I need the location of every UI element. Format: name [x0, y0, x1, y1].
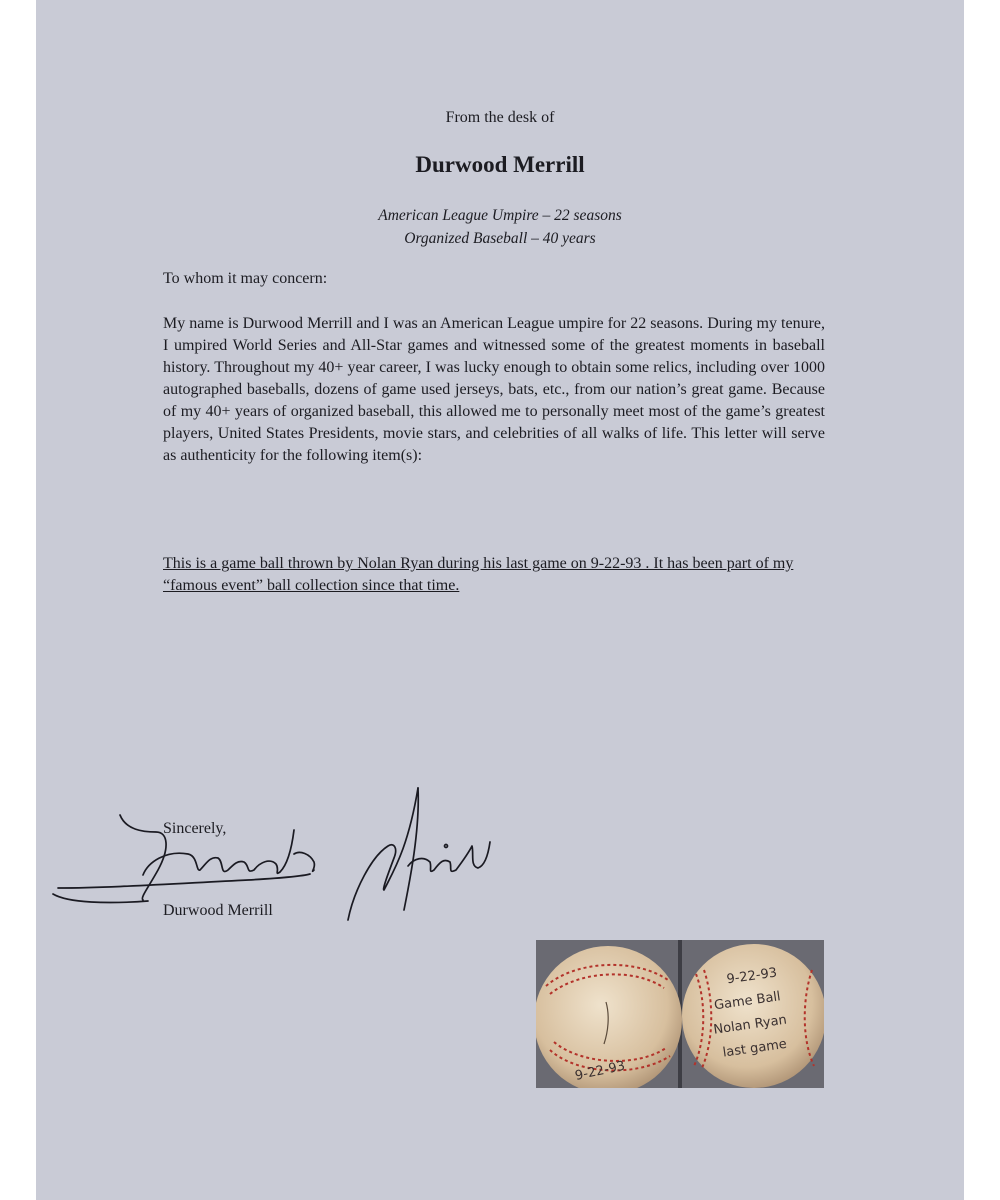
item-description: This is a game ball thrown by Nolan Ryan during his last game on 9-22-93 . It has been part of my “famous event” ball collection since that time.	[163, 555, 794, 594]
right-ball-inscription-line-3: Nolan Ryan	[712, 1012, 788, 1038]
handwritten-signature	[48, 770, 508, 940]
letter-page	[36, 0, 964, 1200]
signed-name: Durwood Merrill	[163, 902, 273, 919]
from-the-desk-line: From the desk of	[445, 109, 555, 126]
letterhead-name: Durwood Merrill	[415, 152, 585, 177]
greeting: To whom it may concern:	[163, 270, 328, 287]
letter-body: My name is Durwood Merrill and I was an American League umpire for 22 seasons. During my tenure, I umpired World Series and All-Star games and witnessed some of the greatest moments in baseball history. Throughout my 40+ year career, I was lucky enough to obtain some relics, including over 1000 autographed baseballs, dozens of game used jerseys, bats, etc., from our nation’s great game. Because of my 40+ years of organized baseball, this allowed me to personally meet most of the game’s greatest players, United States Presidents, movie stars, and celebrities of all walks of life. This letter will serve as authenticity for the following item(s):	[163, 315, 825, 464]
right-ball-inscription-line-2: Game Ball	[713, 989, 782, 1014]
baseball-photo	[536, 940, 824, 1088]
closing: Sincerely,	[163, 820, 227, 837]
left-ball-inscription: 9-22-93	[573, 1058, 627, 1084]
right-ball-inscription-line-1: 9-22-93	[725, 965, 779, 988]
right-ball-inscription-line-4: last game	[721, 1036, 788, 1061]
baseball-right	[682, 944, 824, 1088]
letterhead-subtitle-umpire: American League Umpire – 22 seasons	[378, 207, 622, 224]
letterhead-subtitle-baseball: Organized Baseball – 40 years	[404, 230, 596, 247]
